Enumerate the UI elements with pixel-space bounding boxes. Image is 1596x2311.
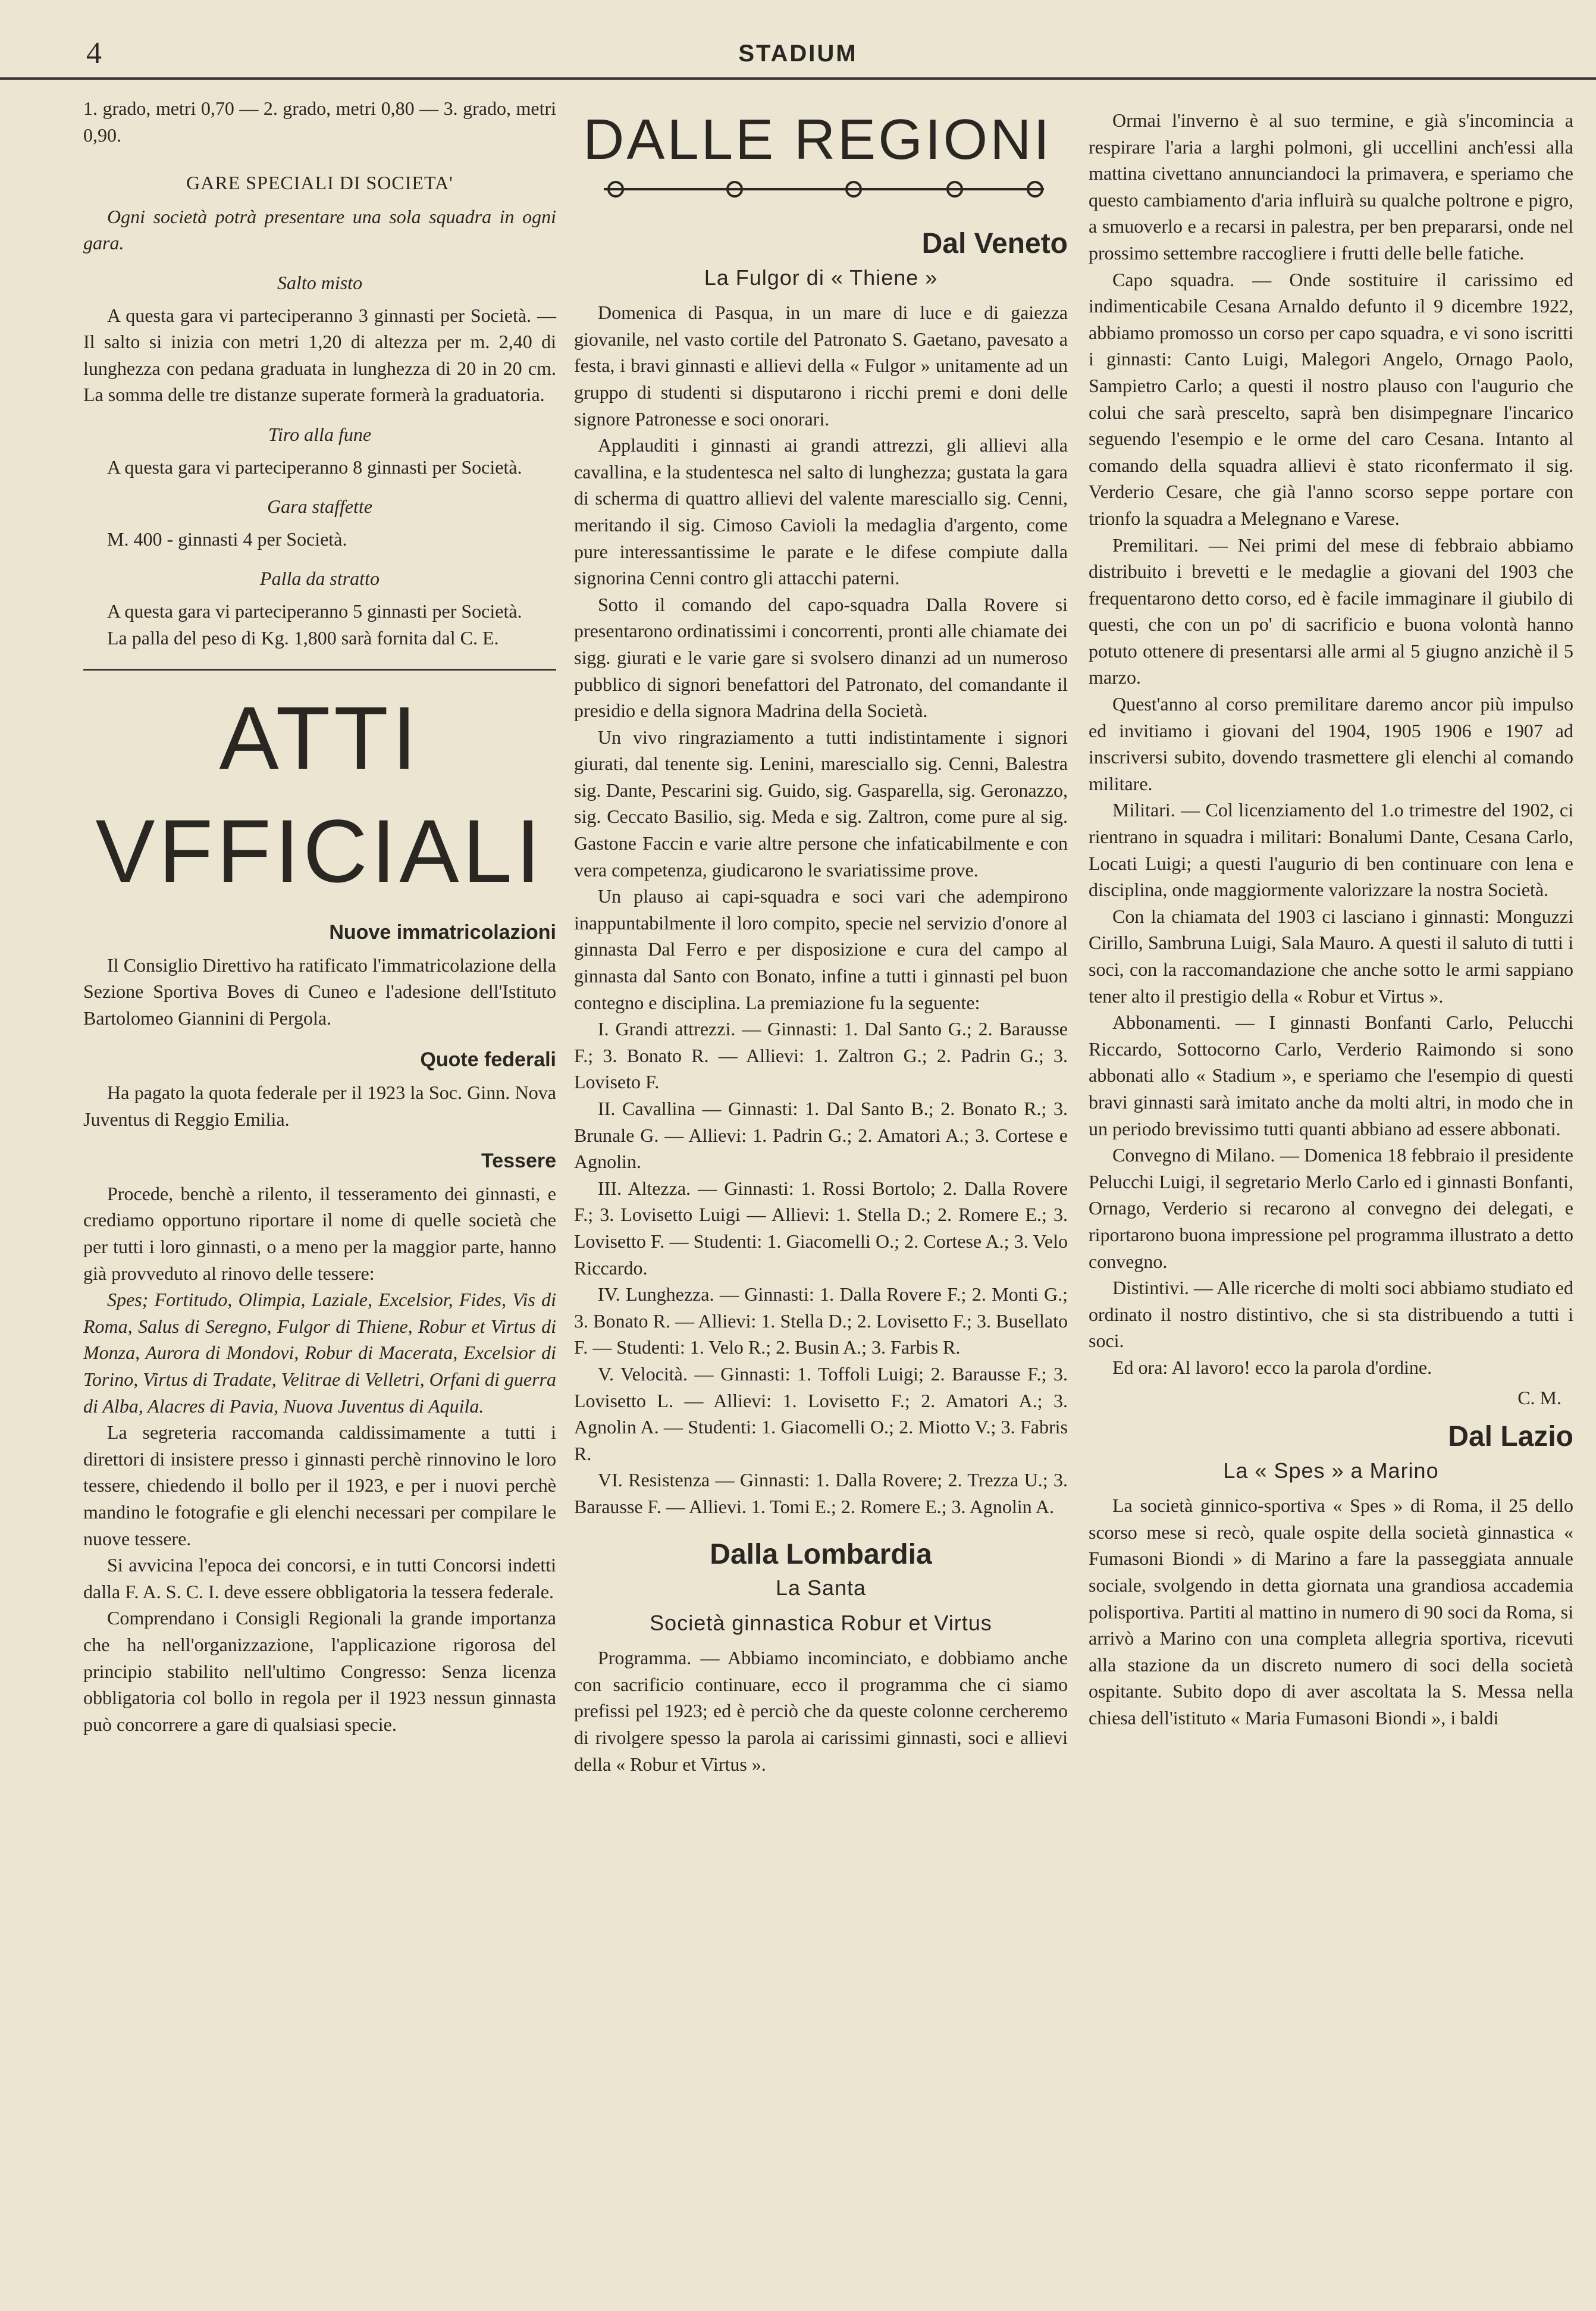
results-grandi-attrezzi: I. Grandi attrezzi. — Ginnasti: 1. Dal Santo G.; 2. Barausse F.; 3. Bonato R. — Allievi: 1. Zaltron G.; 2. Padrin G.; 3. Loviseto F. xyxy=(574,1018,1068,1093)
distintivi-text: Distintivi. — Alle ricerche di molti soci abbiamo studiato ed ordinato il nostro distintivo, che si sta distribuendo a tutti i soci. xyxy=(1089,1277,1573,1352)
column-right xyxy=(1089,107,1573,1731)
premilitari-text-2: Quest'anno al corso premilitare daremo ancor più impulso ed invitiamo i giovani del 1904, 1905 1906 e 1907 ad inscriversi subito, dovendo trasmettere gli elenchi al comando militare. xyxy=(1089,693,1573,794)
lazio-text: La società ginnico-sportiva « Spes » di Roma, il 25 dello scorso mese si recò, quale ospite della società ginnastica « Fumasoni Biondi » di Marino a fare la passeggiata annuale sociale, svolgendo in detta giornata una grandiosa accademia polisportiva. Partiti al mattino in numero di 90 soci da Roma, si arrivò a Marino con una completa allegria sportiva, ricevuti alla stazione da un discreto numero di soci della società ospitante. Subito dopo di aver ascoltata la S. Messa nella chiesa dell'istituto « Maria Fumasoni Biondi », i baldi xyxy=(1089,1495,1574,1729)
tessere-text-1: Procede, benchè a rilento, il tesseramento dei ginnasti, e crediamo opportuno riportare il nome di quelle società che per tutti i loro ginnasti, o a meno per la maggior parte, hanno già provveduto al rinovo delle tessere: xyxy=(83,1182,556,1284)
veneto-heading: Dal Veneto xyxy=(921,228,1068,259)
tessere-text-4: Comprendano i Consigli Regionali la grande importanza che ha nell'organizzazione, l'applicazione rigorosa del principio stabilito nell'ultimo Congresso: Senza licenza obbligatoria col bollo in regola per il 1923 nessun ginnasta può concorrere a gare di qualsiasi specie. xyxy=(83,1607,556,1735)
palla-title: Palla da stratto xyxy=(260,568,380,590)
veneto-text-2: Applauditi i ginnasti ai grandi attrezzi, gli allievi alla cavallina, e la studentesca nel salto di lunghezza; gustata la gara di scherma di quattro allievi del valente maresciallo sig. Cenni, meritando il sig. Cimoso Cavioli la medaglia d'argento, come pure interessantissime le parate e le difese compiute dalla signorina Cenni contro gli attacchi paterni. xyxy=(574,434,1068,589)
results-lunghezza: IV. Lunghezza. — Ginnasti: 1. Dalla Rovere F.; 2. Monti G.; 3. Bonato R. — Allievi: 1. Stella D.; 2. Lovisetto F.; 3. Busellato F. — Studenti: 1. Velo R.; 2. Busin A.; 3. Farbis R. xyxy=(574,1283,1068,1358)
atti-ufficiali-heading: ATTI VFFICIALI xyxy=(95,688,544,901)
signature: C. M. xyxy=(1517,1386,1561,1408)
capo-squadra-text: Capo squadra. — Onde sostituire il carissimo ed indimenticabile Cesana Arnaldo defunto il 9 dicembre 1922, abbiamo promosso un corso per capo squadra, e vi sono iscritti i ginnasti: Canto Luigi, Malegori Angelo, Ornago Paolo, Sampietro Carlo; a questi il nostro plauso con l'augurio che colui che sarà prescelto, saprà ben disimpegnare l'incarico seguendo l'esempio e le orme del caro Cesana. Intanto al comando della squadra allievi è stato riconfermato il sig. Verderio Cesare, che già l'anno scorso seppe portare con trionfo la squadra a Melegnano e Varese. xyxy=(1089,268,1573,529)
immatricolazioni-text: Il Consiglio Direttivo ha ratificato l'immatricolazione della Sezione Sportiva Boves di Cuneo e l'adesione dell'Istituto Bartolomeo Giannini di Pergola. xyxy=(83,954,556,1029)
column-middle xyxy=(574,95,1068,1777)
divider xyxy=(83,669,556,671)
staffette-text: M. 400 - ginnasti 4 per Società. xyxy=(107,528,347,550)
results-altezza: III. Altezza. — Ginnasti: 1. Rossi Bortolo; 2. Dalla Rovere F.; 3. Lovisetto Luigi — Allievi: 1. Stella D.; 2. Romere E.; 3. Lovisetto F. — Studenti: 1. Giacomelli O.; 2. Cortese A.; 3. Velo Riccardo. xyxy=(574,1177,1068,1279)
convegno-text: Convegno di Milano. — Domenica 18 febbraio il presidente Pelucchi Luigi, il segretario Merlo Carlo ed i ginnasti Bonfanti, Ornago, Verderio si recarono al convegno dei delegati, e riportarono buona impressione pel programma illustrato a detto convegno. xyxy=(1089,1144,1573,1272)
tiro-title: Tiro alla fune xyxy=(268,423,372,445)
staffette-title: Gara staffette xyxy=(267,496,372,518)
lombardia-heading: Dalla Lombardia xyxy=(710,1538,932,1570)
closing-text: Ed ora: Al lavoro! ecco la parola d'ordine. xyxy=(1112,1356,1432,1378)
column-left xyxy=(83,95,556,1737)
grades-text: 1. grado, metri 0,70 — 2. grado, metri 0,80 — 3. grado, metri 0,90. xyxy=(83,98,556,146)
page-number: 4 xyxy=(86,36,102,70)
results-cavallina: II. Cavallina — Ginnasti: 1. Dal Santo B.; 2. Bonato R.; 3. Brunale G. — Allievi: 1. Padrin G.; 2. Amatori A.; 3. Cortese e Agnolin. xyxy=(574,1098,1068,1173)
salto-text: A questa gara vi parteciperanno 3 ginnasti per Società. — Il salto si inizia con metri 1,20 di altezza per m. 2,40 di lunghezza con pedana graduata in lunghezza di 20 in 20 cm. La somma delle tre distanze superate formerà la graduatoria. xyxy=(83,304,556,406)
immatricolazioni-title: Nuove immatricolazioni xyxy=(329,921,556,944)
spes-title: La « Spes » a Marino xyxy=(1223,1458,1439,1483)
results-resistenza: VI. Resistenza — Ginnasti: 1. Dalla Rovere; 2. Trezza U.; 3. Barausse F. — Allievi. 1. Tomi E.; 2. Romere E.; 3. Agnolin A. xyxy=(574,1469,1068,1517)
results-velocita: V. Velocità. — Ginnasti: 1. Toffoli Luigi; 2. Barausse F.; 3. Lovisetto L. — Allievi: 1. Lovisetto F.; 2. Amatori A.; 3. Agnolin A. — Studenti: 1. Giacomelli O.; 2. Miotto V.; 3. Fabris R. xyxy=(574,1363,1068,1464)
fulgor-title: La Fulgor di « Thiene » xyxy=(704,265,938,290)
veneto-text-1: Domenica di Pasqua, in un mare di luce e di gaiezza giovanile, nel vasto cortile del Patronato S. Gaetano, pavesato a festa, i bravi ginnasti e allievi della « Fulgor » unitamente ad un gruppo di studenti si disputarono i ricchi premi e doni delle signore Patronesse e soci onorari. xyxy=(574,302,1068,430)
tessere-list: Spes; Fortitudo, Olimpia, Laziale, Excelsior, Fides, Vis di Roma, Salus di Seregno, Fulgor di Thiene, Robur et Virtus di Monza, Aurora di Mondovi, Robur di Macerata, Excelsior di Torino, Virtus di Tradate, Velitrae di Velletri, Orfani di guerra di Alba, Alacres di Pavia, Nuova Juventus di Aquila. xyxy=(83,1289,556,1417)
masthead: STADIUM xyxy=(738,40,858,67)
tessere-text-2: La segreteria raccomanda caldissimamente a tutti i direttori di insistere presso i ginnasti perchè rinnovino le loro tessere, chiedendo il bollo per il 1923, e per i nuovi perchè mandino le fotografie e gli elenchi necessari per compilare le nuove tessere. xyxy=(83,1421,556,1549)
quote-text: Ha pagato la quota federale per il 1923 la Soc. Ginn. Nova Juventus di Reggio Emilia. xyxy=(83,1082,556,1130)
programma-text: Programma. — Abbiamo incominciato, e dobbiamo anche con sacrificio continuare, ecco il programma che ci siamo prefissi pel 1923; ed è perciò che da queste colonne cercheremo di rivolgere spesso la parola ai carissimi ginnasti, soci e allievi della « Robur et Virtus ». xyxy=(574,1647,1068,1775)
gare-title: GARE SPECIALI DI SOCIETA' xyxy=(186,172,453,194)
tessere-title: Tessere xyxy=(481,1150,556,1173)
veneto-text-4: Un vivo ringraziamento a tutti indistintamente i signori giurati, dal tenente sig. Lenini, maresciallo sig. Cenni, Balestra sig. Dante, Pescarini sig. Guido, sig. Gasparella, sig. Geronazzo, sig. Ceccato Basilio, sig. Meda e sig. Zaltron, come pure al sig. Gastone Faccin e varie altre persone che infaticabilmente e con vera competenza, giudicarono le svariatissime prove. xyxy=(574,726,1068,881)
abbonamenti-text: Abbonamenti. — I ginnasti Bonfanti Carlo, Pelucchi Riccardo, Sottocorno Carlo, Verderio Raimondo si sono abbonati allo « Stadium », e speriamo che l'esempio di questi bravi ginnasti sarà imitato anche da molti altri, in modo che in un periodo brevissimo tutti quanti abbiano ad essere abbonati. xyxy=(1089,1012,1573,1139)
premilitari-text: Premilitari. — Nei primi del mese di febbraio abbiamo distribuito i brevetti e le medaglie a giovani del 1903 che frequentarono detto corso, ed è facile immaginare il giubilo di questi, che con un po' di sacrificio e buona volontà hanno potuto ottenere di presentarsi alle armi al 5 giugno anzichè il 5 marzo. xyxy=(1089,534,1573,688)
santa-title: La Santa xyxy=(775,1576,867,1601)
robur-title: Società ginnastica Robur et Virtus xyxy=(650,1610,992,1635)
page-header xyxy=(0,24,1596,80)
gare-note: Ogni società potrà presentare una sola squadra in ogni gara. xyxy=(83,205,556,254)
tiro-text: A questa gara vi parteciperanno 8 ginnasti per Società. xyxy=(107,456,522,478)
quote-title: Quote federali xyxy=(420,1048,556,1072)
dalle-regioni-heading: DALLE REGIONI xyxy=(583,108,1052,171)
lombardia-text-1: Ormai l'inverno è al suo termine, e già s'incomincia a respirare l'aria a larghi polmoni, gli uccellini anch'essi alla mattina civettano annunciandoci la primavera, e speriamo che questo cambiamento d'aria influirà su qualche poltrone e pigro, a smuoverlo e a recarsi in palestra, per ben prepararsi, onde nel prossimo settembre raccogliere i frutti delle belle fatiche. xyxy=(1089,109,1573,264)
veneto-text-3: Sotto il comando del capo-squadra Dalla Rovere si presentarono ordinatissimi i concorrenti, pronti alle chiamate dei sigg. giurati e le varie gare si svolsero dinanzi ad un numeroso pubblico di signori benefattori del Patronato, del comandante il presidio e della signora Madrina della Società. xyxy=(574,593,1068,722)
salto-title: Salto misto xyxy=(277,271,363,293)
palla-text-2: La palla del peso di Kg. 1,800 sarà fornita dal C. E. xyxy=(107,627,499,649)
militari-text-2: Con la chiamata del 1903 ci lasciano i ginnasti: Monguzzi Cirillo, Sambruna Luigi, Sala Mauro. A questi il saluto di tutti i soci, con la raccomandazione che anche sotto le armi sappiano tener alto il prestigio della « Robur et Virtus ». xyxy=(1089,905,1573,1007)
militari-text: Militari. — Col licenziamento del 1.o trimestre del 1902, ci rientrano in squadra i militari: Bonalumi Dante, Cesana Carlo, Locati Luigi; a questi l'augurio di ben continuare con lena e disciplina, onde maggiormente valorizzare la nostra Società. xyxy=(1089,799,1573,901)
tessere-text-3: Si avvicina l'epoca dei concorsi, e in tutti Concorsi indetti dalla F. A. S. C. I. deve essere obbligatoria la tessera federale. xyxy=(83,1554,556,1602)
palla-text-1: A questa gara vi parteciperanno 5 ginnasti per Società. xyxy=(107,600,522,622)
veneto-text-5: Un plauso ai capi-squadra e soci vari che adempirono inappuntabilmente il loro compito, specie nel servizio d'onore al ginnasta Dal Ferro e per disposizione e cura del campo al ginnasta dal Santo con Bonato, infine a tutti i ginnasti pel buon contegno e disciplina. La premiazione fu la seguente: xyxy=(574,885,1068,1013)
ornament-rule-icon xyxy=(598,177,1050,201)
lazio-heading: Dal Lazio xyxy=(1448,1421,1573,1453)
